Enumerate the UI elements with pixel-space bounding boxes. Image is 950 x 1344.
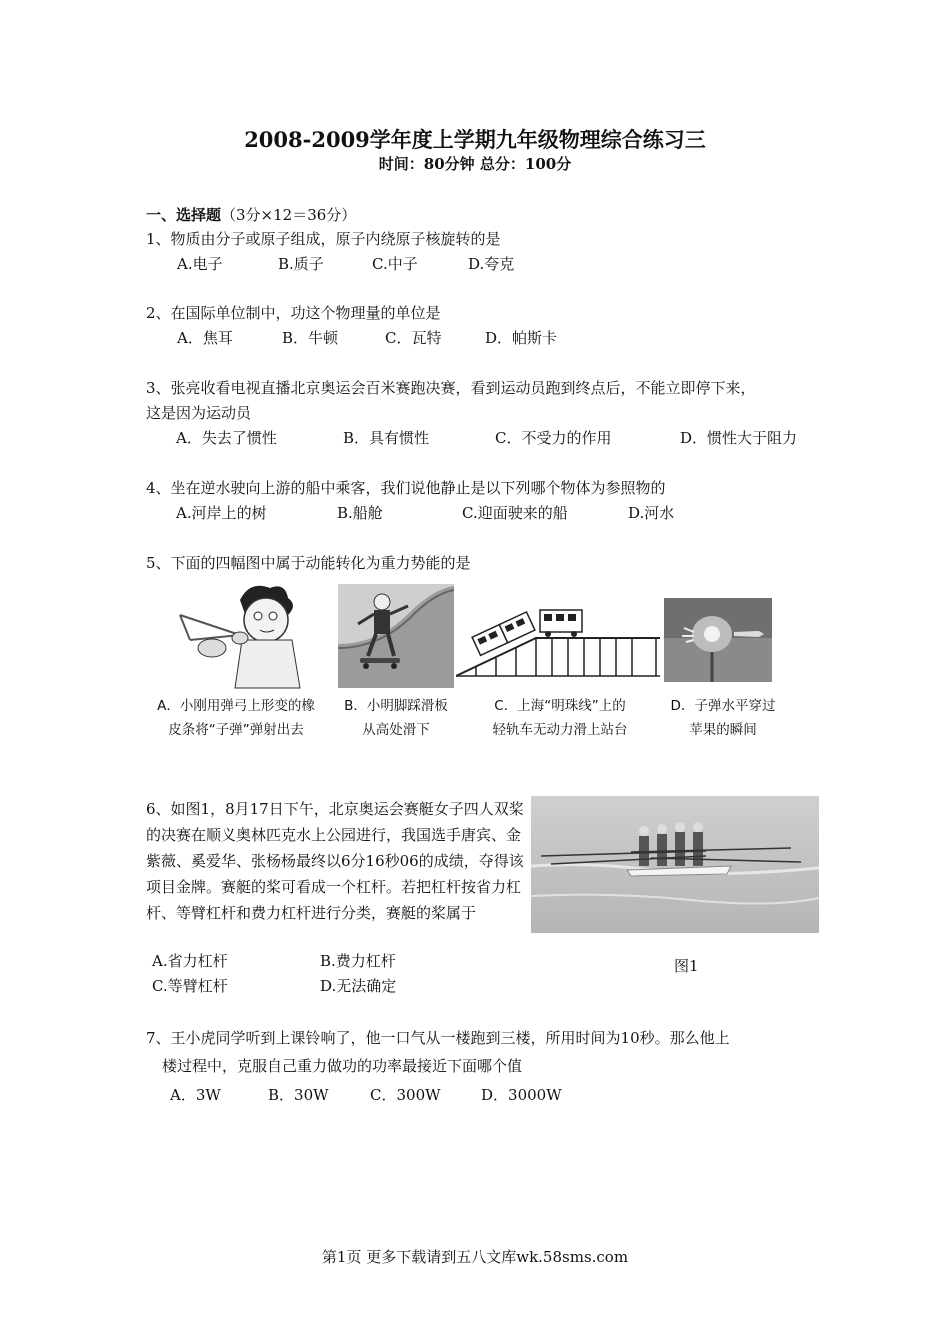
q6-option-a: A.省力杠杆 xyxy=(152,952,228,970)
page-title: 2008-2009学年度上学期九年级物理综合练习三 xyxy=(244,127,706,152)
q6-option-c: C.等臂杠杆 xyxy=(152,977,228,995)
q6-option-b: B.费力杠杆 xyxy=(320,952,396,970)
q3-option-d: D．惯性大于阻力 xyxy=(680,429,798,447)
q7-option-a: A．3W xyxy=(170,1086,221,1104)
q5-caption-b xyxy=(334,694,458,742)
question-3-stem-line1: 3、张亮收看电视直播北京奥运会百米赛跑决赛，看到运动员跑到终点后，不能立即停下来， xyxy=(146,379,756,397)
q5-caption-a xyxy=(146,694,326,742)
q3-option-c: C．不受力的作用 xyxy=(495,429,612,447)
bullet-apple-picture xyxy=(664,598,772,682)
section-heading xyxy=(146,204,356,225)
question-7-stem-line2: 楼过程中，克服自己重力做功的功率最接近下面哪个值 xyxy=(162,1057,523,1075)
q5-caption-b-line1: B．小明脚踩滑板 xyxy=(344,698,448,714)
figure-1-label: 图1 xyxy=(674,957,699,975)
q4-option-a: A.河岸上的树 xyxy=(176,504,267,522)
q5-caption-d-line1: D．子弹水平穿过 xyxy=(670,698,776,714)
q5-caption-a-line2: 皮条将“子弹”弹射出去 xyxy=(168,722,304,738)
q4-option-c: C.迎面驶来的船 xyxy=(462,504,568,522)
slingshot-boy-picture xyxy=(170,580,320,690)
question-7-stem-line1: 7、王小虎同学听到上课铃响了，他一口气从一楼跑到三楼，所用时间为10秒。那么他上 xyxy=(146,1029,730,1047)
q5-caption-c xyxy=(472,694,648,742)
q6-option-d: D.无法确定 xyxy=(320,977,397,995)
page-subtitle: 时间：80分钟 总分：100分 xyxy=(378,155,572,173)
question-4-stem: 4、坐在逆水驶向上游的船中乘客，我们说他静止是以下列哪个物体为参照物的 xyxy=(146,479,666,497)
q7-option-c: C．300W xyxy=(370,1086,441,1104)
question-3-stem-line2: 这是因为运动员 xyxy=(146,404,252,422)
q7-option-d: D．3000W xyxy=(481,1086,562,1104)
q5-caption-d xyxy=(658,694,788,742)
section-heading-note: （3分×12＝36分） xyxy=(221,206,357,224)
q2-option-c: C．瓦特 xyxy=(385,329,442,347)
q4-option-b: B.船舱 xyxy=(337,504,383,522)
q5-caption-a-line1: A．小刚用弹弓上形变的橡 xyxy=(157,698,315,714)
q1-option-b: B.质子 xyxy=(278,255,324,273)
q1-option-a: A.电子 xyxy=(177,255,223,273)
light-rail-picture xyxy=(456,596,660,680)
page-footer: 第1页 更多下载请到五八文库wk.58sms.com xyxy=(321,1248,629,1266)
q1-option-d: D.夸克 xyxy=(468,255,515,273)
q5-caption-c-line2: 轻轨车无动力滑上站台 xyxy=(492,722,628,738)
question-2-stem: 2、在国际单位制中，功这个物理量的单位是 xyxy=(146,304,441,322)
q2-option-b: B．牛顿 xyxy=(282,329,339,347)
rowing-boat-photo xyxy=(531,796,819,933)
q5-caption-b-line2: 从高处滑下 xyxy=(362,722,430,738)
question-6-stem: 6、如图1，8月17日下午，北京奥运会赛艇女子四人双桨的决赛在顺义奥林匹克水上公园进行，我国选手唐宾、金紫薇、奚爱华、张杨杨最终以6分16秒06的成绩，夺得该项目金牌。赛艇的桨可看成一个杠杆。若把杠杆按省力杠杆、等臂杠杆和费力杠杆进行分类，赛艇的桨属于 xyxy=(146,800,524,922)
question-1-stem: 1、物质由分子或原子组成，原子内绕原子核旋转的是 xyxy=(146,230,501,248)
q2-option-a: A．焦耳 xyxy=(177,329,233,347)
q5-caption-c-line1: C．上海“明珠线”上的 xyxy=(494,698,626,714)
skateboard-boy-picture xyxy=(338,584,454,688)
q4-option-d: D.河水 xyxy=(628,504,675,522)
q7-option-b: B．30W xyxy=(268,1086,329,1104)
q3-option-b: B．具有惯性 xyxy=(343,429,430,447)
question-5-stem: 5、下面的四幅图中属于动能转化为重力势能的是 xyxy=(146,554,471,572)
section-heading-text: 一、选择题 xyxy=(146,206,222,224)
q2-option-d: D．帕斯卡 xyxy=(485,329,558,347)
q5-caption-d-line2: 苹果的瞬间 xyxy=(689,722,757,738)
q1-option-c: C.中子 xyxy=(372,255,418,273)
q3-option-a: A．失去了惯性 xyxy=(176,429,277,447)
